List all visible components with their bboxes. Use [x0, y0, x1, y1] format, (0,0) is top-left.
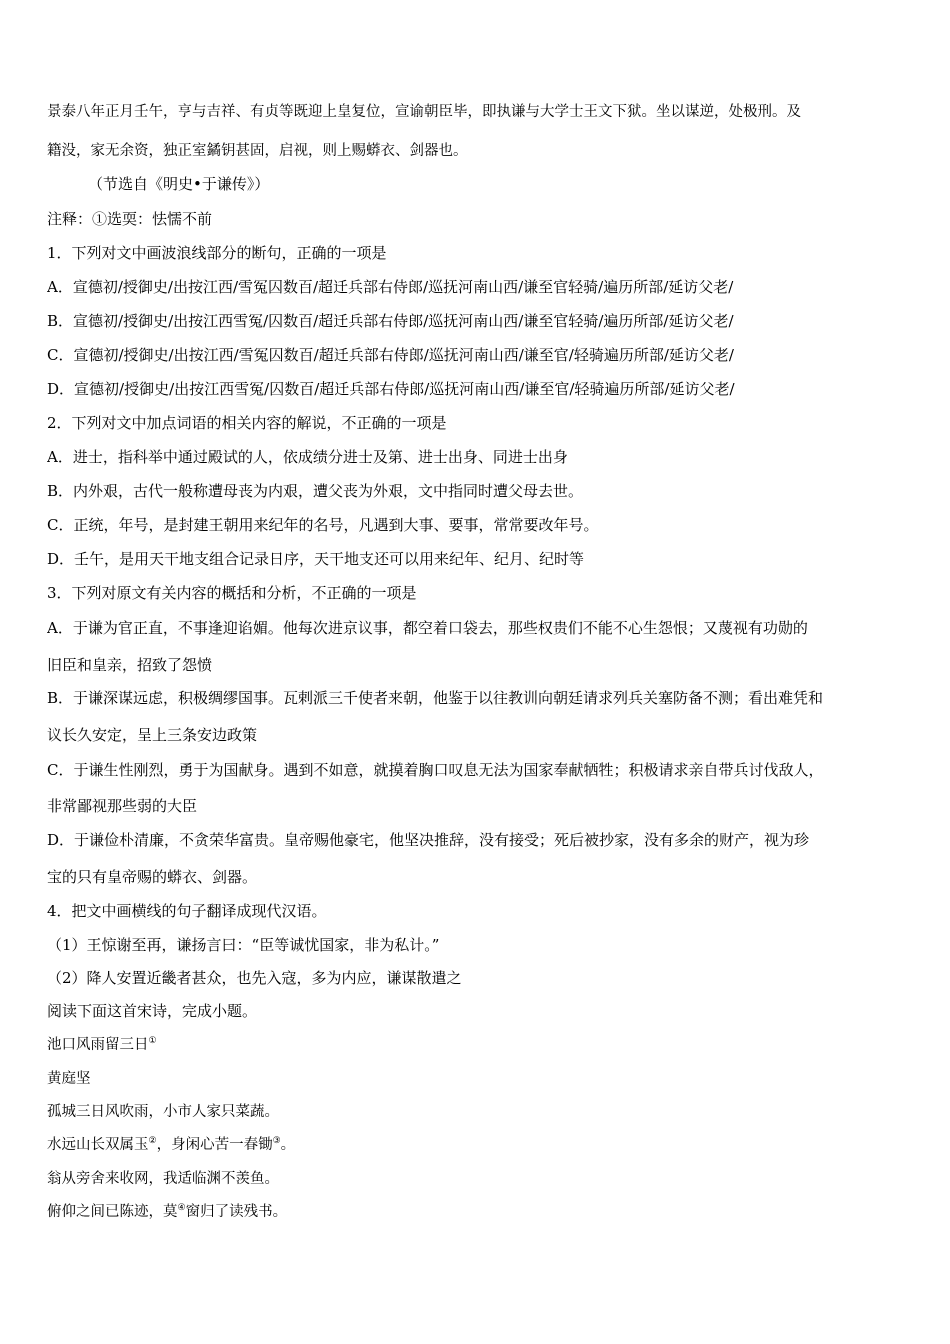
- q3-option-d-line-2: 宝的只有皇帝赐的蟒衣、剑器。: [47, 868, 258, 886]
- poem-title: 池口风雨留三日: [47, 1037, 149, 1053]
- q4-sentence-1: （1）王惊谢至再，谦扬言曰：“臣等诚忧国家，非为私计。”: [47, 936, 440, 954]
- q4-stem: 4．把文中画横线的句子翻译成现代汉语。: [47, 902, 327, 920]
- q3-option-c-line-2: 非常鄙视那些弱的大臣: [47, 797, 198, 815]
- q3-option-a-line-1: A．于谦为官正直，不事逢迎谄媚。他每次进京议事，都空着口袋去，那些权贵们不能不心生怨恨；又蔑视有功勋的: [47, 619, 808, 637]
- q1-option-b: B．宣德初/授御史/出按江西雪冤/囚数百/超迁兵部右侍郎/巡抚河南山西/谦至官轻骑/遍历所部/延访父老/: [47, 312, 734, 330]
- poem-title-line: [47, 1035, 910, 1055]
- poem-title-note: ①: [148, 1036, 157, 1047]
- poem-line-2: [47, 1135, 910, 1155]
- q3-option-b-line-1: B．于谦深谋远虑，积极绸缪国事。瓦剌派三千使者来朝，他鉴于以往教训向朝廷请求列兵关塞防备不测；看出难凭和: [47, 689, 824, 707]
- q4-sentence-2: （2）降人安置近畿者甚众，也先入寇，多为内应，谦谋散遣之: [47, 969, 462, 987]
- q1-option-c: C．宣德初/授御史/出按江西/雪冤囚数百/超迁兵部右侍郎/巡抚河南山西/谦至官/轻骑遍历所部/延访父老/: [47, 346, 734, 364]
- q1-stem: 1．下列对文中画波浪线部分的断句，正确的一项是: [47, 244, 387, 262]
- poem-line-4: [47, 1202, 910, 1222]
- q3-stem: 3．下列对原文有关内容的概括和分析，不正确的一项是: [47, 584, 417, 602]
- q1-option-d: D．宣德初/授御史/出按江西雪冤/囚数百/超迁兵部右侍郎/巡抚河南山西/谦至官/轻骑遍历所部/延访父老/: [47, 380, 735, 398]
- poem-note-3: ③: [272, 1136, 281, 1147]
- poem-note-4: ④: [177, 1203, 186, 1214]
- q2-option-a: A．进士，指科举中通过殿试的人，依成绩分进士及第、进士出身、同进士出身: [47, 448, 568, 466]
- poem-note-2: ②: [148, 1136, 157, 1147]
- passage-line-2: 籍没，家无余资，独正室鐍钥甚固，启视，则上赐蟒衣、剑器也。: [47, 143, 468, 159]
- poem-line-2-part-1: 水远山长双属玉: [47, 1137, 149, 1153]
- q3-option-c-line-1: C．于谦生性刚烈，勇于为国献身。遇到不如意，就摸着胸口叹息无法为国家奉献牺牲；积极请求亲自带兵讨伐敌人，: [47, 761, 824, 779]
- q3-option-b-line-2: 议长久安定，呈上三条安边政策: [47, 726, 258, 744]
- q3-option-d-line-1: D．于谦俭朴清廉，不贪荣华富贵。皇帝赐他豪宅，他坚决推辞，没有接受；死后被抄家，没有多余的财产，视为珍: [47, 831, 810, 849]
- q2-stem: 2．下列对文中加点词语的相关内容的解说，不正确的一项是: [47, 414, 447, 432]
- q2-option-b: B．内外艰，古代一般称遭母丧为内艰，遭父丧为外艰，文中指同时遭父母去世。: [47, 482, 584, 500]
- passage-note: 注释：①选耎：怯懦不前: [47, 210, 213, 228]
- poem-intro: 阅读下面这首宋诗，完成小题。: [47, 1002, 258, 1020]
- poem-line-4-part-1: 俯仰之间已陈迹，莫: [47, 1204, 178, 1220]
- passage-source: （节选自《明史•于谦传》）: [88, 175, 270, 193]
- poem-line-2-part-3: 。: [280, 1137, 296, 1153]
- poem-author: 黄庭坚: [47, 1071, 91, 1087]
- q2-option-c: C．正统，年号，是封建王朝用来纪年的名号，凡遇到大事、要事，常常要改年号。: [47, 516, 599, 534]
- passage-line-1: 景泰八年正月壬午，亨与吉祥、有贞等既迎上皇复位，宣谕朝臣毕，即执谦与大学士王文下狱。坐以谋逆，处极刑。及: [47, 104, 801, 120]
- poem-line-1: 孤城三日风吹雨，小市人家只菜蔬。: [47, 1104, 279, 1120]
- poem-line-3: 翁从旁舍来收网，我适临渊不羡鱼。: [47, 1171, 279, 1187]
- q3-option-a-line-2: 旧臣和皇亲，招致了怨愤: [47, 656, 213, 674]
- poem-line-4-part-2: 窗归了读残书。: [185, 1204, 288, 1220]
- q1-option-a: A．宣德初/授御史/出按江西/雪冤囚数百/超迁兵部右侍郎/巡抚河南山西/谦至官轻骑/遍历所部/延访父老/: [47, 278, 734, 296]
- poem-line-2-part-2: ，身闲心苦一春锄: [156, 1137, 273, 1153]
- q2-option-d: D．壬午，是用天干地支组合记录日序，天干地支还可以用来纪年、纪月、纪时等: [47, 550, 585, 568]
